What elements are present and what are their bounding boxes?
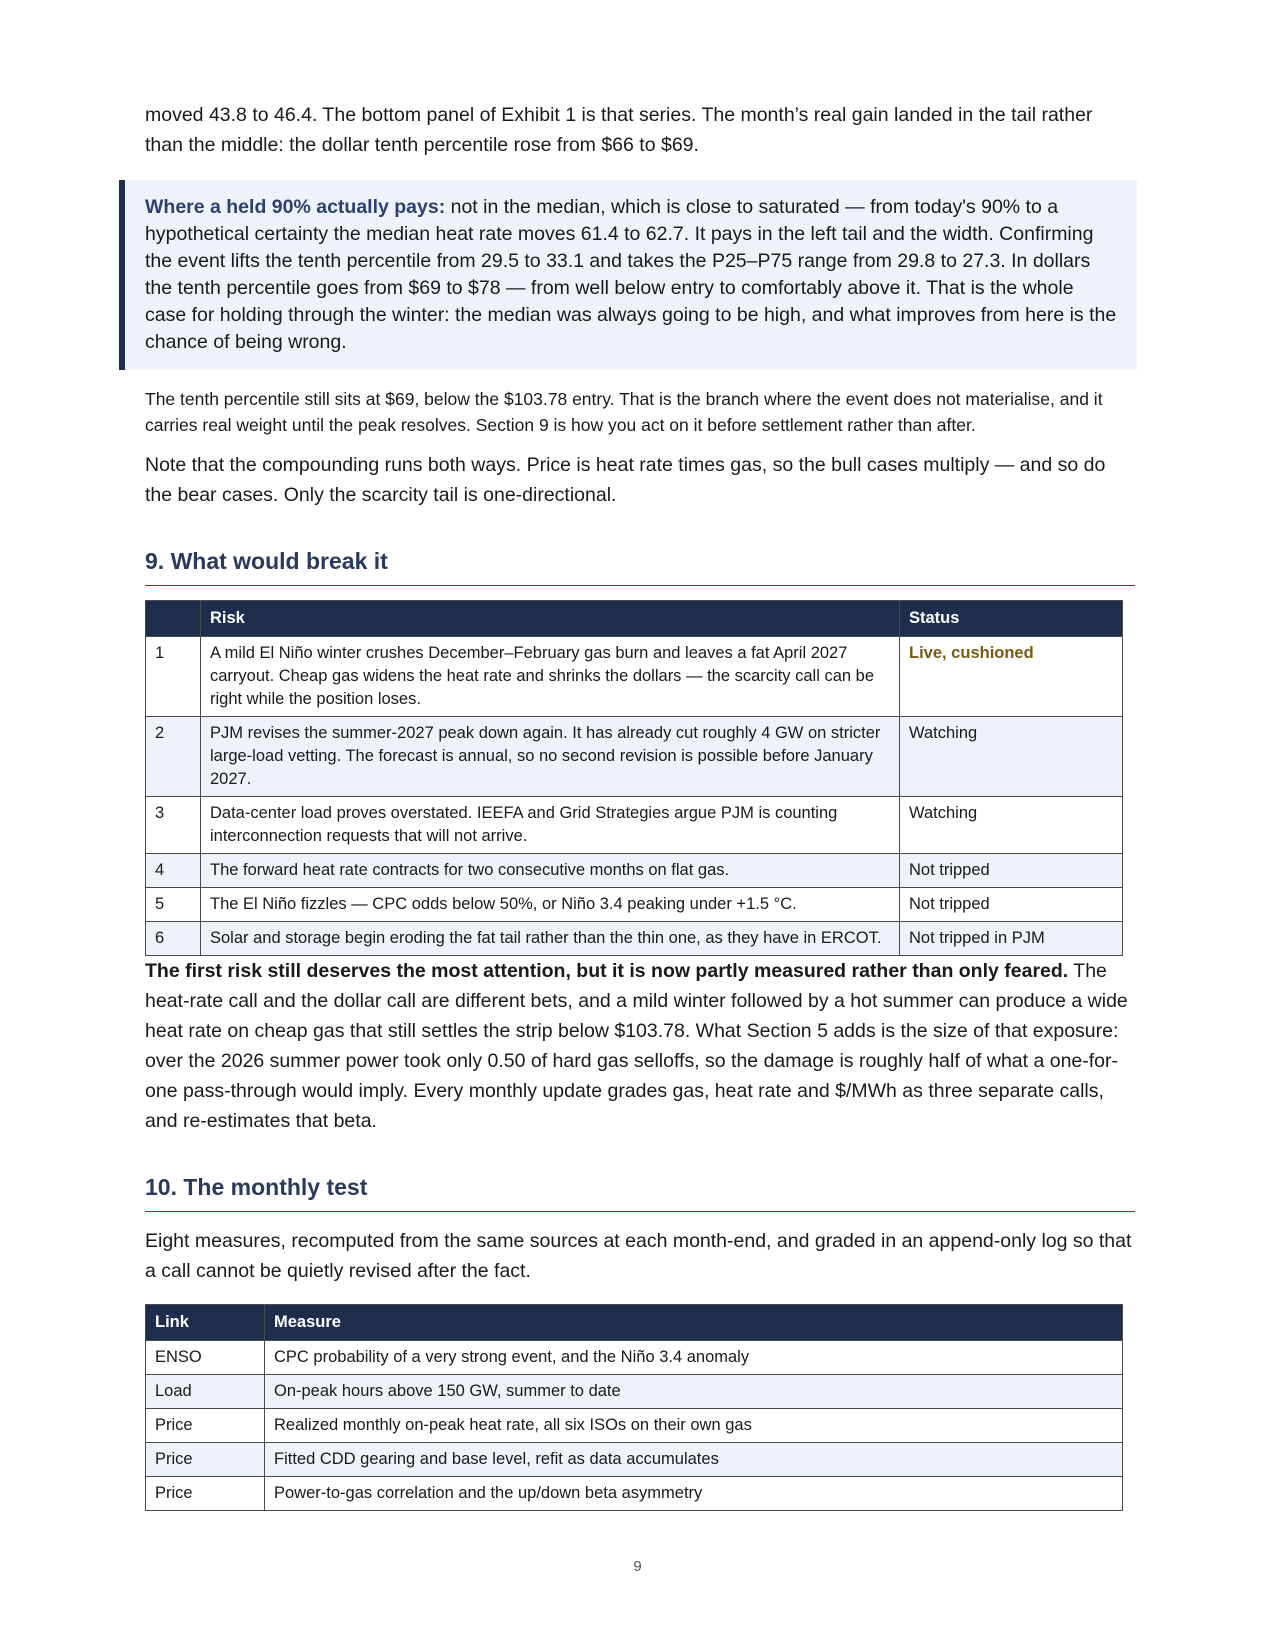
col-link-header: Link (146, 1305, 265, 1341)
table-row (146, 1477, 1123, 1511)
table-row (146, 1375, 1123, 1409)
measure-description: Power-to-gas correlation and the up/down beta asymmetry (265, 1477, 1123, 1511)
table-row (146, 717, 1123, 797)
measure-link: Load (146, 1375, 265, 1409)
intro-paragraph: moved 43.8 to 46.4. The bottom panel of Exhibit 1 is that series. The month’s real gain landed in the tail rather than the middle: the dollar tenth percentile rose from $66 to $69. (145, 104, 1093, 156)
risk-description: A mild El Niño winter crushes December–February gas burn and leaves a fat April 2027 carryout. Cheap gas widens the heat rate and shrinks the dollars — the scarcity call can be right while the position loses. (201, 637, 900, 717)
callout-box (119, 180, 1137, 370)
risk-status: Watching (900, 797, 1123, 854)
risk-description: Data-center load proves overstated. IEEFA and Grid Strategies argue PJM is counting interconnection requests that will not arrive. (201, 797, 900, 854)
measure-link: Price (146, 1409, 265, 1443)
monthly-test-intro: Eight measures, recomputed from the same sources at each month-end, and graded in an append-only log so that a call cannot be quietly revised after the fact. (145, 1230, 1132, 1282)
measure-link: Price (146, 1477, 265, 1511)
risk-number: 5 (146, 888, 201, 922)
risk-description: PJM revises the summer-2027 peak down again. It has already cut roughly 4 GW on stricter large-load vetting. The forecast is annual, so no second revision is possible before January 2027. (201, 717, 900, 797)
measure-description: On-peak hours above 150 GW, summer to date (265, 1375, 1123, 1409)
measure-link: ENSO (146, 1341, 265, 1375)
table-row (146, 888, 1123, 922)
risk-number: 3 (146, 797, 201, 854)
page-number: 9 (633, 1558, 642, 1575)
risk-number: 4 (146, 854, 201, 888)
table-row (146, 1409, 1123, 1443)
table-row (146, 1341, 1123, 1375)
risk-status: Live, cushioned (900, 637, 1123, 717)
measures-table-header (146, 1305, 1123, 1341)
section-10-heading: 10. The monthly test (145, 1174, 1135, 1212)
col-status-header: Status (900, 601, 1123, 637)
first-risk-lead: The first risk still deserves the most attention, but it is now partly measured rather than only feared. (145, 960, 1069, 982)
risk-description: The El Niño fizzles — CPC odds below 50%, or Niño 3.4 peaking under +1.5 °C. (201, 888, 900, 922)
table-row (146, 1443, 1123, 1477)
col-number-header (146, 601, 201, 637)
first-risk-paragraph (145, 956, 1135, 1136)
col-risk-header: Risk (201, 601, 900, 637)
compounding-paragraph: Note that the compounding runs both ways. Price is heat rate times gas, so the bull cases multiply — and so do the bear cases. Only the scarcity tail is one-directional. (145, 454, 1106, 506)
table-row (146, 797, 1123, 854)
measure-description: Fitted CDD gearing and base level, refit as data accumulates (265, 1443, 1123, 1477)
risk-status: Not tripped in PJM (900, 922, 1123, 956)
risk-number: 2 (146, 717, 201, 797)
risk-number: 1 (146, 637, 201, 717)
risk-table-header (146, 601, 1123, 637)
risk-description: Solar and storage begin eroding the fat tail rather than the thin one, as they have in ERCOT. (201, 922, 900, 956)
measures-table (145, 1304, 1123, 1511)
first-risk-text: The heat-rate call and the dollar call are different bets, and a mild winter followed by a hot summer can produce a wide heat rate on cheap gas that still settles the strip below $103.78. What Section 5 adds is the size of that exposure: over the 2026 summer power took only 0.50 of hard gas selloffs, so the damage is roughly half of what a one-for-one pass-through would imply. Every monthly update grades gas, heat rate and $/MWh as three separate calls, and re-estimates that beta. (145, 960, 1128, 1132)
table-row (146, 922, 1123, 956)
page-content (145, 100, 1135, 1511)
tenth-percentile-paragraph: The tenth percentile still sits at $69, below the $103.78 entry. That is the branch where the event does not materialise, and it carries real weight until the peak resolves. Section 9 is how you act on it before settlement rather than after. (145, 389, 1103, 435)
measure-description: CPC probability of a very strong event, and the Niño 3.4 anomaly (265, 1341, 1123, 1375)
risk-description: The forward heat rate contracts for two consecutive months on flat gas. (201, 854, 900, 888)
measure-link: Price (146, 1443, 265, 1477)
risk-status: Not tripped (900, 888, 1123, 922)
callout-text: not in the median, which is close to saturated — from today's 90% to a hypothetical certainty the median heat rate moves 61.4 to 62.7. It pays in the left tail and the width. Confirming the event lifts the tenth percentile from 29.5 to 33.1 and takes the P25–P75 range from 29.8 to 27.3. In dollars the tenth percentile goes from $69 to $78 — from well below entry to comfortably above it. That is the whole case for holding through the winter: the median was always going to be high, and what improves from here is the chance of being wrong. (145, 196, 1117, 353)
table-row (146, 854, 1123, 888)
risk-status: Watching (900, 717, 1123, 797)
risk-status: Not tripped (900, 854, 1123, 888)
risk-number: 6 (146, 922, 201, 956)
risk-table (145, 600, 1123, 956)
measure-description: Realized monthly on-peak heat rate, all six ISOs on their own gas (265, 1409, 1123, 1443)
col-measure-header: Measure (265, 1305, 1123, 1341)
callout-lead: Where a held 90% actually pays: (145, 196, 446, 218)
table-row (146, 637, 1123, 717)
section-9-heading: 9. What would break it (145, 548, 1135, 586)
